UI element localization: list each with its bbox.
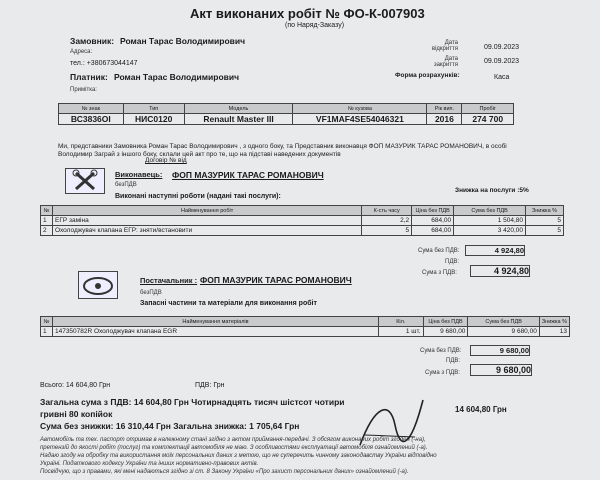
- works-cell: ЕГР заміна: [52, 216, 361, 226]
- works-cell: 2: [41, 226, 53, 236]
- total-vat: ПДВ: Грн: [195, 382, 225, 389]
- works-sum: 4 924,80: [465, 245, 525, 256]
- total-all: Всього: 14 604,80 Грн: [40, 382, 111, 389]
- open-date: 09.09.2023: [484, 44, 520, 51]
- parts-cell: 147350782R Охолоджувач клапана EGR: [52, 327, 378, 337]
- document-subtitle: (по Наряд-Заказу): [285, 22, 345, 29]
- works-vat-label: ПДВ:: [445, 259, 460, 265]
- works-table: [40, 205, 564, 236]
- grand-total-value: 14 604,80 Грн: [455, 405, 507, 414]
- parts-icon: [78, 271, 118, 299]
- works-cell: 2,2: [362, 216, 412, 226]
- close-date-label: Дата закриття: [433, 56, 458, 68]
- parts-cell: 9 680,00: [423, 327, 468, 337]
- service-discount: Знижка на послуги :5%: [455, 187, 529, 194]
- vehicle-header-cell: Пробіг: [462, 104, 514, 114]
- vehicle-value-cell: 2016: [427, 114, 462, 125]
- payer-label: Платник:: [70, 72, 108, 82]
- works-header-cell: К-сть часу: [362, 206, 412, 216]
- customer-name: Роман Тарас Володимирович: [120, 36, 246, 46]
- works-cell: 684,00: [412, 216, 454, 226]
- document-title: Акт виконаних робіт № ФО-К-007903: [190, 6, 425, 21]
- payment-form-label: Форма розрахунків:: [395, 72, 460, 79]
- vehicle-value-cell: Renault Master III: [184, 114, 293, 125]
- parts-header-cell: Кіл.: [379, 317, 424, 327]
- works-cell: Охолоджувач клапана ЕГР: зняти/встановити: [52, 226, 361, 236]
- parts-cell: 13: [539, 327, 569, 337]
- parts-sum-label: Сума без ПДВ:: [420, 348, 462, 354]
- works-cell: 5: [362, 226, 412, 236]
- parts-sum: 9 680,00: [470, 345, 530, 356]
- works-total-label: Сума з ПДВ:: [422, 270, 457, 276]
- tools-icon: [65, 168, 105, 194]
- works-cell: 684,00: [412, 226, 454, 236]
- works-cell: 1: [41, 216, 53, 226]
- close-date: 09.09.2023: [484, 58, 520, 65]
- supplier-label: Постачальник :: [140, 276, 198, 285]
- vehicle-table: [58, 103, 514, 125]
- works-header-cell: №: [41, 206, 53, 216]
- vehicle-header-cell: № знак: [59, 104, 124, 114]
- parts-cell: 1: [41, 327, 53, 337]
- parts-table: [40, 316, 570, 337]
- contractor-label: Виконавець:: [115, 170, 163, 179]
- contractor-vat: безПДВ: [115, 182, 137, 188]
- works-section-title: Виконані наступні роботи (надані такі послуги):: [115, 193, 281, 200]
- supplier-name: ФОП МАЗУРИК ТАРАС РОМАНОВИЧ: [200, 275, 352, 285]
- supplier-vat: безПДВ: [140, 290, 162, 296]
- parts-vat-label: ПДВ:: [446, 358, 461, 364]
- works-total: 4 924,80: [470, 265, 530, 277]
- footnote-line-1: Автомобіль та тех. паспорт отримав в належному стані згідно з актом приймання-передачі. З обсягом виконаних робіт згоден (-на),: [40, 437, 426, 443]
- total-without-discount: Сума без знижки: 16 310,44 Грн Загальна знижка: 1 705,64 Грн: [40, 421, 300, 431]
- footnote-line-4: Україні. Податкового кодексу України та інших нормативно-правових актів.: [40, 461, 259, 467]
- parts-header-cell: Сума без ПДВ: [468, 317, 539, 327]
- works-cell: 3 420,00: [454, 226, 526, 236]
- works-cell: 5: [526, 226, 564, 236]
- table-row: [41, 216, 564, 226]
- payment-form: Каса: [494, 74, 510, 81]
- works-header-cell: Знижка %: [526, 206, 564, 216]
- parts-section-title: Запасні частини та матеріали для виконання робіт: [140, 300, 317, 307]
- contract-link[interactable]: Договір № від: [145, 157, 187, 164]
- parts-header-cell: Найменування матеріалів: [52, 317, 378, 327]
- parts-header-cell: №: [41, 317, 53, 327]
- works-cell: 5: [526, 216, 564, 226]
- parts-total: 9 680,00: [470, 364, 532, 376]
- works-header-cell: Сума без ПДВ: [454, 206, 526, 216]
- works-sum-label: Сума без ПДВ:: [418, 248, 460, 254]
- parts-cell: 1 шт.: [379, 327, 424, 337]
- table-row: [41, 327, 570, 337]
- grand-total-line1: Загальна сума з ПДВ: 14 604,80 Грн Чотирнадцять тисяч шістсот чотири: [40, 397, 345, 407]
- note-label: Примітка:: [70, 87, 97, 93]
- parts-header-cell: Ціна без ПДВ: [423, 317, 468, 327]
- intro-text: Ми, представники Замовника Роман Тарас Володимирович , з одного боку, та Представник виконавця ФОП МАЗУРИК ТАРАС РОМАНОВИЧ, в особі Володимир Заграй з іншого боку, склали цей акт про те, що на підставі наведених документів: [58, 143, 507, 158]
- parts-header-cell: Знижка %: [539, 317, 569, 327]
- vehicle-header-cell: Модель: [184, 104, 293, 114]
- payer-name: Роман Тарас Володимирович: [114, 72, 240, 82]
- vehicle-header-cell: Рік вип.: [427, 104, 462, 114]
- customer-phone: тел.: +380673044147: [70, 60, 138, 67]
- works-header-cell: Ціна без ПДВ: [412, 206, 454, 216]
- vehicle-header-cell: № кузова: [293, 104, 427, 114]
- customer-label: Замовник:: [70, 36, 115, 46]
- grand-total-line2: гривні 80 копійок: [40, 409, 113, 419]
- vehicle-value-cell: 274 700: [462, 114, 514, 125]
- open-date-label: Дата відкриття: [431, 40, 458, 52]
- parts-total-label: Сума з ПДВ:: [425, 370, 460, 376]
- footnote-line-3: Надаю згоду на обробку та використання моїх персональних даних з метою, що не суперечить чинному законодавству України відповідно: [40, 453, 437, 459]
- vehicle-value-cell: ВС3836ОІ: [59, 114, 124, 125]
- vehicle-value-cell: НИС0120: [123, 114, 184, 125]
- vehicle-value-cell: VF1MAF4SE54046321: [293, 114, 427, 125]
- parts-cell: 9 680,00: [468, 327, 539, 337]
- works-cell: 1 504,80: [454, 216, 526, 226]
- footnote-line-5: Посвідчую, що з правами, які мені надаються згідно зі ст. 8 Закону України «Про захист персональних даних» ознайомлений (-а).: [40, 469, 409, 475]
- vehicle-header-cell: Тип: [123, 104, 184, 114]
- contractor-name: ФОП МАЗУРИК ТАРАС РОМАНОВИЧ: [172, 170, 324, 180]
- table-row: [41, 226, 564, 236]
- address-label: Адреса:: [70, 49, 93, 55]
- footnote-line-2: претензій до якості робіт (послуг) та комплектації автомобіля не маю. З особливостями експлуатації автомобіля ознайомлений (-а).: [40, 445, 428, 451]
- works-header-cell: Найменування робіт: [52, 206, 361, 216]
